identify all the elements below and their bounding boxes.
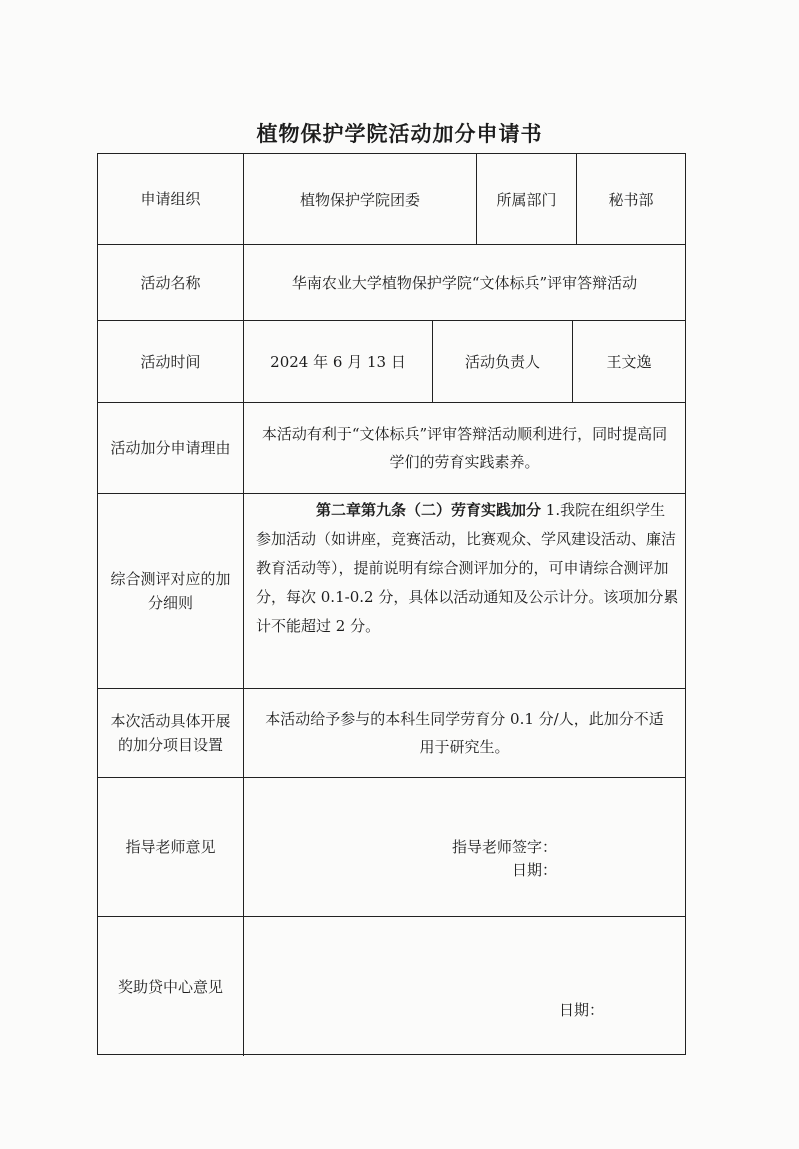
row-advisor-opinion <box>98 778 685 917</box>
activity-name-value: 华南农业大学植物保护学院“文体标兵”评审答辩活动 <box>291 274 638 292</box>
row-activity-name <box>98 245 685 321</box>
reason-value: 本活动有利于“文体标兵”评审答辩活动顺利进行，同时提高同学们的劳育实践素养。 <box>261 425 668 471</box>
row-applicant-org <box>98 154 685 245</box>
advisor-signature-label: 指导老师签字： <box>452 838 558 856</box>
advisor-date-label: 日期： <box>512 861 558 879</box>
row-aid-center-opinion <box>98 917 685 1056</box>
activity-time-label: 活动时间 <box>98 321 244 402</box>
advisor-opinion-cell <box>244 778 685 916</box>
activity-time-value: 2024 年 6 月 13 日 <box>244 321 433 402</box>
department-label: 所属部门 <box>477 154 577 244</box>
application-form-table <box>97 153 686 1055</box>
applicant-org-value: 植物保护学院团委 <box>244 154 477 244</box>
aid-center-date-label: 日期： <box>559 1001 605 1019</box>
bonus-setting-cell <box>244 689 685 777</box>
person-in-charge-value: 王文逸 <box>606 353 652 371</box>
rules-label: 综合测评对应的加分细则 <box>98 494 244 688</box>
applicant-org-label: 申请组织 <box>98 154 244 244</box>
rules-cell <box>244 494 685 688</box>
person-in-charge-label: 活动负责人 <box>433 321 573 402</box>
bonus-setting-label: 本次活动具体开展的加分项目设置 <box>98 689 244 777</box>
row-activity-time <box>98 321 685 403</box>
row-reason <box>98 403 685 494</box>
row-rules <box>98 494 685 689</box>
rules-text <box>256 496 679 641</box>
aid-center-opinion-cell <box>244 917 685 1056</box>
rules-heading: 第二章第九条（二）劳育实践加分 <box>316 501 542 519</box>
advisor-opinion-label: 指导老师意见 <box>98 778 244 916</box>
aid-center-opinion-label: 奖助贷中心意见 <box>98 917 244 1056</box>
reason-label: 活动加分申请理由 <box>98 403 244 493</box>
bonus-setting-value: 本活动给予参与的本科生同学劳育分 0.1 分/人，此加分不适用于研究生。 <box>265 710 664 756</box>
reason-cell <box>244 403 685 493</box>
rules-body: 1.我院在组织学生参加活动（如讲座，竞赛活动，比赛观众、学风建设活动、廉洁教育活动等），提前说明有综合测评加分的，可申请综合测评加分，每次 0.1-0.2 分，具体以活动通知及公示计分。该项加分累计不能超过 2 分。 <box>256 501 679 635</box>
row-bonus-setting <box>98 689 685 778</box>
document-title: 植物保护学院活动加分申请书 <box>256 122 543 146</box>
department-value: 秘书部 <box>608 190 654 209</box>
activity-name-label: 活动名称 <box>98 245 244 320</box>
